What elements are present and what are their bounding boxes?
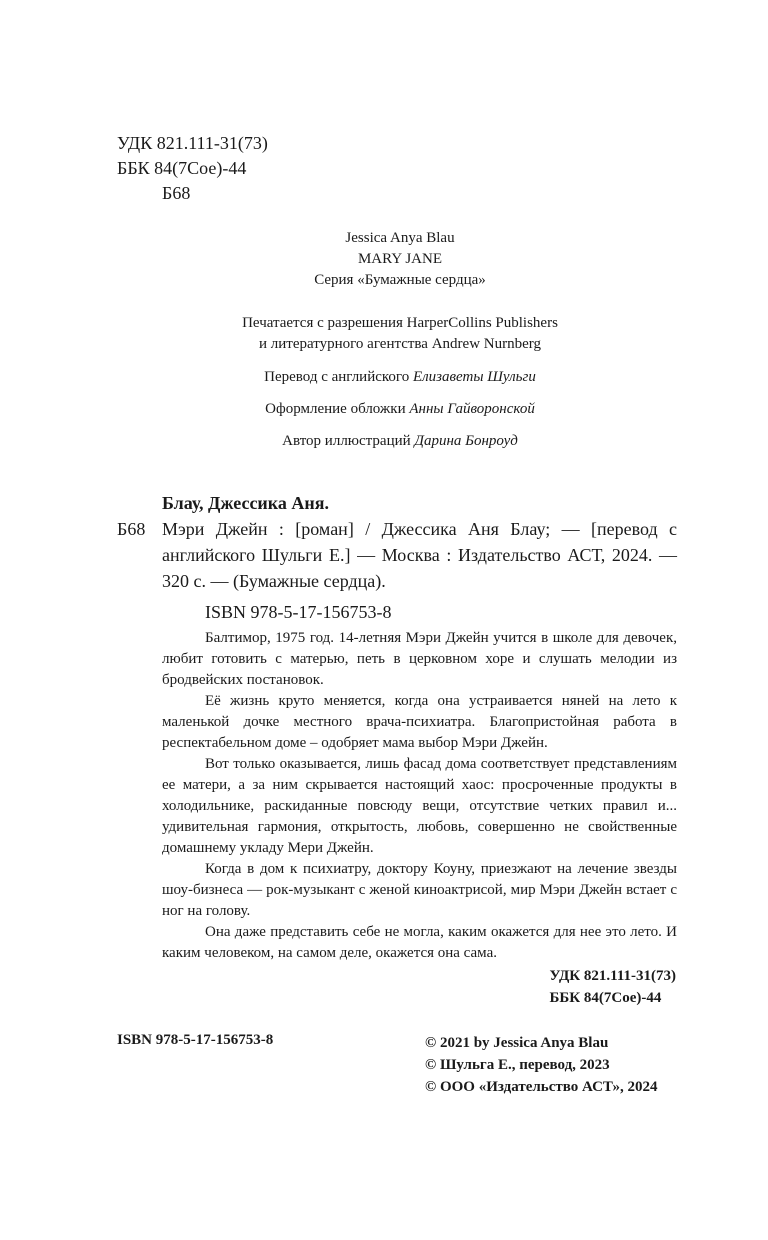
original-title: MARY JANE <box>357 251 443 267</box>
annotation-paragraph: Её жизнь круто меняется, когда она устраивается няней на лето к маленькой дочке местного врача-психиатра. Благопристойная работа в респектабельном доме – одобряет мама выбор Мэри Джейн. <box>162 693 677 751</box>
copyright-line: © 2021 by Jessica Anya Blau <box>425 1035 609 1051</box>
cover-designer-name: Анны Гайворонской <box>409 401 535 417</box>
classification-bottom <box>549 965 676 1009</box>
cover-label: Оформление обложки <box>265 401 410 417</box>
series-name: Серия «Бумажные сердца» <box>314 272 486 288</box>
bbk-code: ББК 84(7Сое)-44 <box>117 158 247 178</box>
cover-credit <box>100 399 700 420</box>
illustration-label: Автор иллюстраций <box>282 433 415 449</box>
copyright-block <box>425 1032 658 1098</box>
illustrator-name: Дарина Бонроуд <box>414 433 518 449</box>
udk-code-bottom: УДК 821.111-31(73) <box>549 968 676 984</box>
bibliographic-record <box>117 490 677 625</box>
annotation-paragraph: Балтимор, 1975 год. 14-летняя Мэри Джейн учится в школе для девочек, любит готовить с матерью, петь в церковном хоре и слушать мелодии из бродвейских постановок. <box>162 630 677 688</box>
translator-label: Перевод с английского <box>264 369 413 385</box>
original-title-block <box>100 228 700 291</box>
annotation <box>162 628 677 964</box>
rights-line-1: Печатается с разрешения HarperCollins Publishers <box>242 315 558 331</box>
bibliographic-isbn: ISBN 978-5-17-156753-8 <box>205 602 392 622</box>
bibliographic-author: Блау, Джессика Аня. <box>162 493 330 513</box>
copyright-line: © ООО «Издательство АСТ», 2024 <box>425 1079 658 1095</box>
rights-block <box>100 313 700 355</box>
translator-credit <box>100 367 700 388</box>
bibliographic-cipher: Б68 <box>117 519 146 539</box>
classification-block <box>117 131 268 206</box>
bbk-code-bottom: ББК 84(7Сое)-44 <box>549 990 662 1006</box>
bibliographic-description: Мэри Джейн : [роман] / Джессика Аня Блау; — [перевод с английского Шульги Е.] — Москва : Издательство АСТ, 2024. — 320 с. — (Бумажные сердца). <box>162 519 677 591</box>
annotation-paragraph: Она даже представить себе не могла, каким окажется для нее это лето. И каким человеком, на самом деле, окажется она сама. <box>162 924 677 961</box>
annotation-paragraph: Когда в дом к психиатру, доктору Коуну, приезжают на лечение звезды шоу-бизнеса — рок-музыкант с женой киноактрисой, мир Мэри Джейн встает с ног на голову. <box>162 861 677 919</box>
original-author: Jessica Anya Blau <box>345 230 455 246</box>
udk-code: УДК 821.111-31(73) <box>117 133 268 153</box>
rights-line-2: и литературного агентства Andrew Nurnberg <box>258 336 541 352</box>
isbn-bottom: ISBN 978-5-17-156753-8 <box>117 1032 274 1048</box>
author-mark: Б68 <box>162 183 191 203</box>
illustration-credit <box>100 431 700 452</box>
bibliographic-description-row <box>117 516 677 594</box>
copyright-line: © Шульга Е., перевод, 2023 <box>425 1057 610 1073</box>
annotation-paragraph: Вот только оказывается, лишь фасад дома соответствует представлениям ее матери, а за ним скрывается настоящий хаос: просроченные продукты в холодильнике, раскиданные повсюду вещи, отсутствие четких правил и... удивительная гармония, открытость, любовь, совершенно не свойственные домашнему укладу Мери Джейн. <box>162 756 677 856</box>
translator-name: Елизаветы Шульги <box>412 369 536 385</box>
